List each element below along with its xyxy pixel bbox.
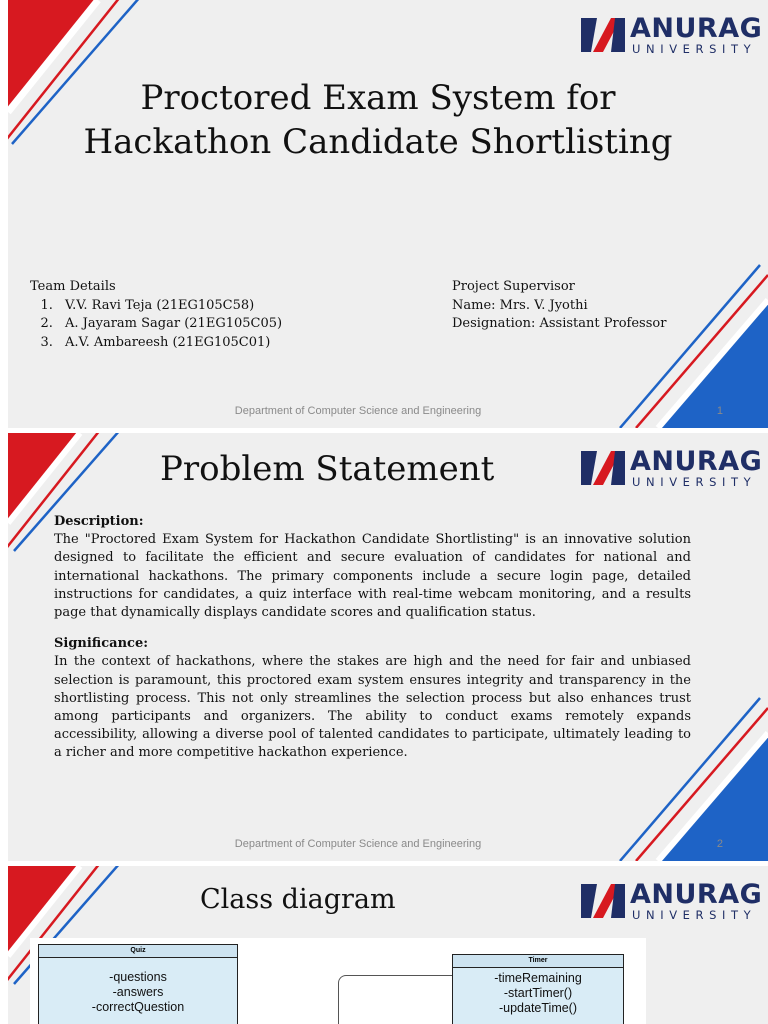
footer-department: Department of Computer Science and Engineering	[234, 405, 482, 417]
project-supervisor	[452, 278, 666, 334]
team-member: 3. A.V. Ambareesh (21EG105C01)	[57, 334, 282, 353]
class-connector-line	[338, 975, 464, 1024]
supervisor-name: Name: Mrs. V. Jyothi	[452, 297, 588, 313]
supervisor-heading: Project Supervisor	[452, 279, 575, 294]
footer-department: Department of Computer Science and Engineering	[234, 838, 482, 850]
class-attributes	[39, 958, 237, 1015]
team-heading: Team Details	[30, 279, 116, 294]
class-name: Timer	[453, 955, 623, 968]
description-text: The "Proctored Exam System for Hackathon Candidate Shortlisting" is an innovative solution designed to facilitate the efficient and secure evaluation of candidates for national and international hackathons. The primary components include a secure login page, detailed instructions for candidates, a quiz interface with real-time webcam monitoring, and a results page that dynamically displays candidate scores and qualification status.	[54, 532, 691, 621]
title-line-2: Hackathon Candidate Shortlisting	[83, 122, 673, 162]
top-left-stripes-decoration	[8, 0, 768, 428]
logo-subtitle: UNIVERSITY	[632, 908, 757, 922]
slide-title-text: Class diagram	[200, 884, 396, 915]
class-attribute: -updateTime()	[498, 1001, 578, 1015]
class-attribute: -questions	[109, 970, 167, 984]
slide-problem-statement	[8, 433, 768, 861]
class-attribute: -startTimer()	[503, 986, 573, 1000]
logo-subtitle: UNIVERSITY	[632, 475, 757, 489]
description-paragraph	[54, 513, 691, 622]
description-heading: Description:	[54, 514, 144, 529]
class-box-timer	[452, 954, 624, 1024]
page-number: 2	[716, 838, 723, 850]
logo-name: ANURAG	[630, 446, 763, 477]
slide-title-text: Problem Statement	[160, 449, 495, 489]
logo-name: ANURAG	[630, 879, 763, 910]
class-attribute: -correctQuestion	[91, 1000, 185, 1014]
class-attribute: -answers	[112, 985, 164, 999]
anurag-university-logo	[581, 879, 763, 924]
team-member: 2. A. Jayaram Sagar (21EG105C05)	[57, 315, 282, 334]
anurag-emblem-icon	[581, 449, 625, 487]
anurag-emblem-icon	[581, 16, 625, 54]
significance-paragraph	[54, 635, 691, 762]
page-number: 1	[716, 405, 723, 417]
significance-heading: Significance:	[54, 636, 149, 652]
logo-name: ANURAG	[630, 13, 763, 44]
anurag-emblem-icon	[581, 882, 625, 920]
team-member-list	[30, 297, 282, 353]
class-diagram-canvas	[30, 938, 646, 1024]
team-details	[30, 278, 282, 352]
supervisor-designation: Designation: Assistant Professor	[452, 316, 667, 331]
significance-text: In the context of hackathons, where the stakes are high and the need for fair and unbiased selection is paramount, this proctored exam system ensures integrity and transparency in the shortlisting process. This not only streamlines the selection process but also enhances trust among participants and organizers. The ability to conduct exams remotely expands accessibility, allowing a diverse pool of talented candidates to participate, ultimately leading to a richer and more competitive hackathon experience.	[54, 654, 691, 761]
logo-subtitle: UNIVERSITY	[632, 42, 757, 56]
class-box-quiz	[38, 944, 238, 1024]
class-attributes	[453, 968, 623, 1016]
anurag-university-logo	[581, 446, 763, 491]
title-line-1: Proctored Exam System for	[140, 78, 616, 118]
anurag-university-logo	[581, 13, 763, 58]
class-attribute: -timeRemaining	[494, 971, 582, 985]
slide-class-diagram	[8, 866, 768, 1024]
problem-statement-body	[54, 513, 691, 776]
team-member: 1. V.V. Ravi Teja (21EG105C58)	[57, 297, 282, 316]
class-name: Quiz	[39, 945, 237, 958]
slide-title-text	[38, 76, 718, 164]
slide-title	[8, 0, 768, 428]
